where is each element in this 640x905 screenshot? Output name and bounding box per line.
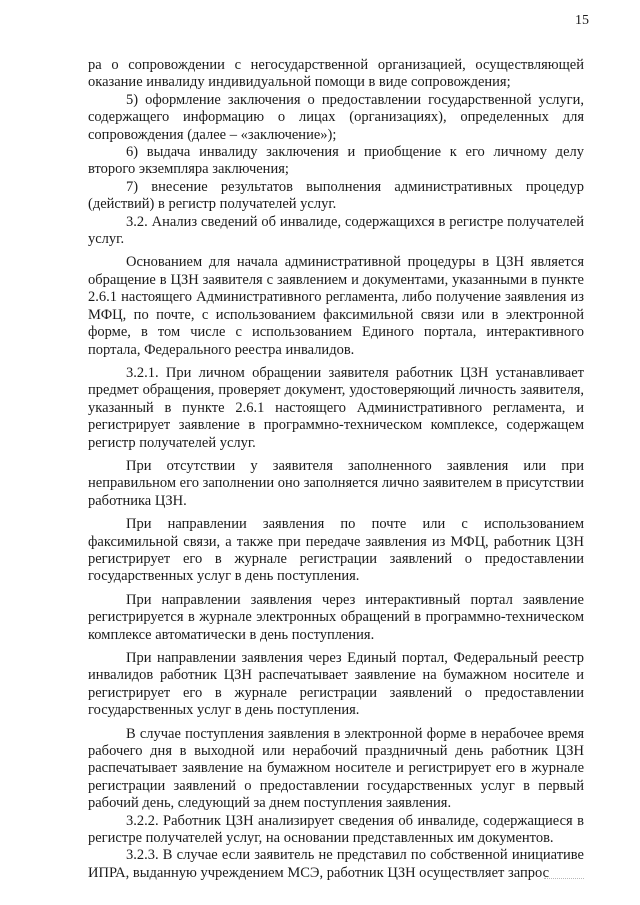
paragraph-mail-fax: При направлении заявления по почте или с использованием факсимильной связи, а также при передаче заявления из МФЦ, работник ЦЗН регистрирует его в журнале регистрации заявлений о предоставлении государственных услуг в день поступления. [88,516,584,585]
paragraph-item-7: 7) внесение результатов выполнения административных процедур (действий) в регистр получателей услуг. [88,178,584,213]
paragraph-interactive-portal: При направлении заявления через интерактивный портал заявление регистрируется в журнале электронных обращений в программно-техническом комплексе автоматически в день поступления. [88,591,584,643]
paragraph-3-2-2: 3.2.2. Работник ЦЗН анализирует сведения об инвалиде, содержащиеся в регистре получателей услуг, на основании представленных им документов. [88,812,584,847]
paragraph-unified-portal: При направлении заявления через Единый портал, Федеральный реестр инвалидов работник ЦЗН распечатывает заявление на бумажном носителе и регистрирует его в журнале регистрации заявлений о предоставлении государственных услуг в день поступления. [88,650,584,719]
paragraph-continuation: ра о сопровождении с негосударственной организацией, осуществляющей оказание инвалиду индивидуальной помощи в виде сопровождения; [88,57,584,91]
paragraph-item-5: 5) оформление заключения о предоставлении государственной услуги, содержащего информацию о лицах (организациях), определенных для сопровождения (далее – «заключение»); [88,91,584,143]
paragraph-3-2-3: 3.2.3. В случае если заявитель не представил по собственной инициативе ИПРА, выданную учреждением МСЭ, работник ЦЗН осуществляет запрос [88,847,584,881]
scan-smudge [544,878,584,879]
paragraph-item-6: 6) выдача инвалиду заключения и приобщение к его личному делу второго экземпляра заключения; [88,144,584,178]
document-body [88,57,584,882]
paragraph-basis: Основанием для начала административной процедуры в ЦЗН является обращение в ЦЗН заявителя с заявлением и документами, указанными в пункте 2.6.1 настоящего Административного регламента, либо получение заявления из МФЦ, по почте, с использованием факсимильной связи или в электронной форме, в том числе с использованием Единого портала, интерактивного портала, Федерального реестра инвалидов. [88,254,584,358]
section-3-2-heading: 3.2. Анализ сведений об инвалиде, содержащихся в регистре получателей услуг. [88,213,584,248]
page-number: 15 [575,13,589,28]
paragraph-3-2-1: 3.2.1. При личном обращении заявителя работник ЦЗН устанавливает предмет обращения, проверяет документ, удостоверяющий личность заявителя, указанный в пункте 2.6.1 настоящего Административного регламента, и регистрирует заявление в программно-техническом комплексе, содержащем регистр получателей услуг. [88,364,584,451]
paragraph-non-working-time: В случае поступления заявления в электронной форме в нерабочее время рабочего дня в выходной или нерабочий праздничный день работник ЦЗН распечатывает заявление на бумажном носителе и регистрирует его в журнале регистрации заявлений о предоставлении государственных услуг в первый рабочий день, следующий за днем поступления заявления. [88,725,584,812]
paragraph-absence: При отсутствии у заявителя заполненного заявления или при неправильном его заполнении оно заполняется лично заявителем в присутствии работника ЦЗН. [88,457,584,509]
